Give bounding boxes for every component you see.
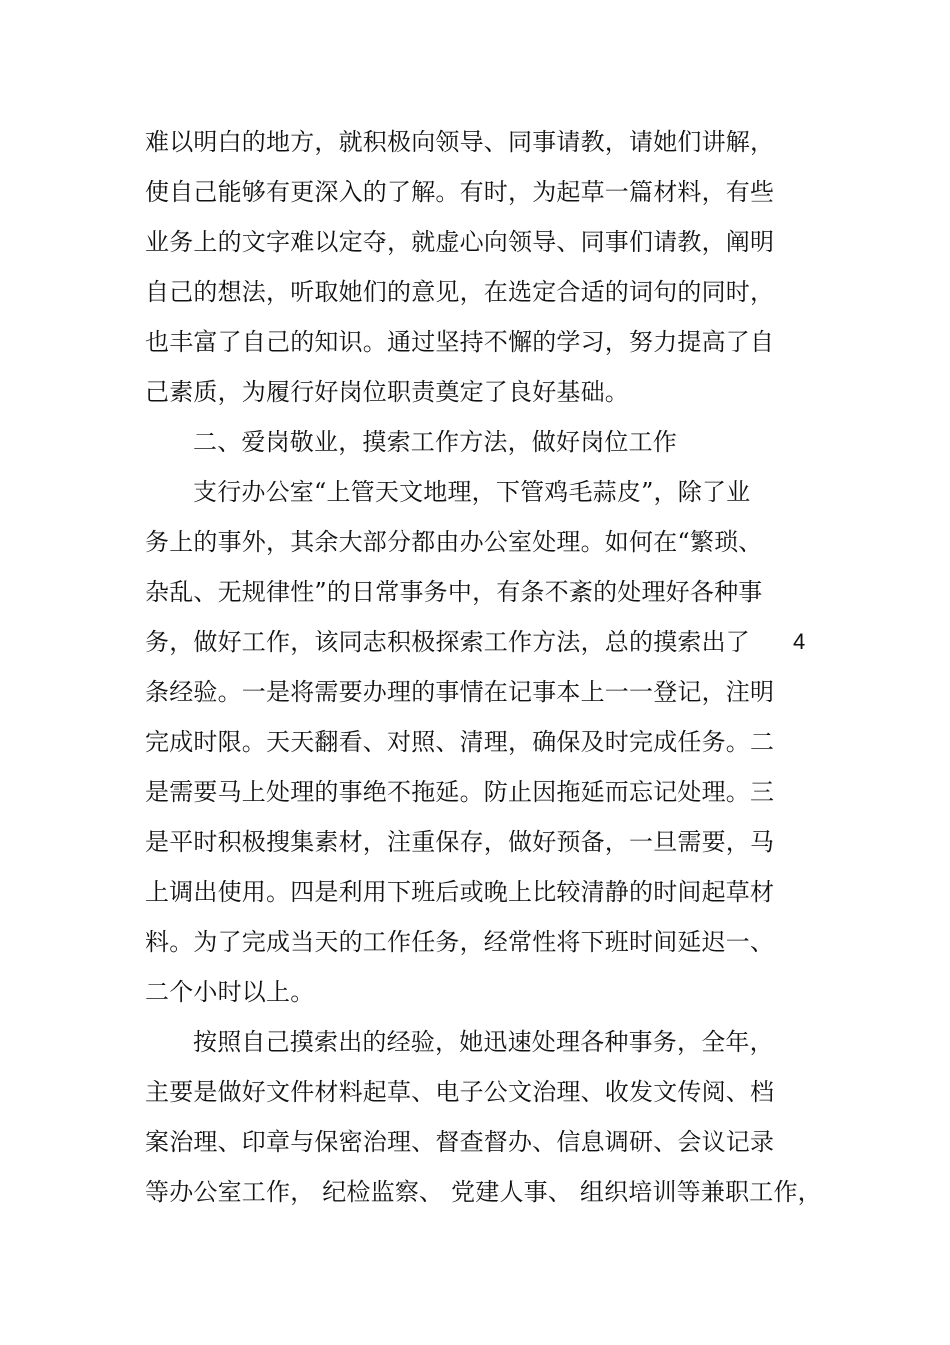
- text-line-20: 主要是做好文件材料起草、电子公文治理、收发文传阅、档: [145, 1078, 775, 1106]
- text-line-4: 自己的想法，听取她们的意见，在选定合适的词句的同时，: [145, 278, 775, 306]
- section-heading: 二、爱岗敬业，摸索工作方法，做好岗位工作: [193, 428, 677, 456]
- text-line-6: 己素质，为履行好岗位职责奠定了良好基础。: [145, 378, 629, 406]
- text-line-2: 使自己能够有更深入的了解。有时，为起草一篇材料，有些: [145, 178, 775, 206]
- text-line-8: 支行办公室“上管天文地理，下管鸡毛蒜皮”，除了业: [193, 478, 751, 506]
- text-line-17: 料。为了完成当天的工作任务，经常性将下班时间延迟一、: [145, 928, 775, 956]
- text-line-14: 是需要马上处理的事绝不拖延。防止因拖延而忘记处理。三: [145, 778, 775, 806]
- text-line-3: 业务上的文字难以定夺，就虚心向领导、同事们请教，阐明: [145, 228, 775, 256]
- text-line-15: 是平时积极搜集素材，注重保存，做好预备，一旦需要，马: [145, 828, 775, 856]
- text-line-12: 条经验。一是将需要办理的事情在记事本上一一登记，注明: [145, 678, 775, 706]
- text-line-9: 务上的事外，其余大部分都由办公室处理。如何在“繁琐、: [145, 528, 763, 556]
- text-line-22: 等办公室工作， 纪检监察、 党建人事、 组织培训等兼职工作，: [145, 1178, 822, 1206]
- text-line-13: 完成时限。天天翻看、对照、清理，确保及时完成任务。二: [145, 728, 775, 756]
- text-line-16: 上调出使用。四是利用下班后或晚上比较清静的时间起草材: [145, 878, 775, 906]
- text-line-18: 二个小时以上。: [145, 978, 315, 1006]
- text-line-19: 按照自己摸索出的经验，她迅速处理各种事务，全年，: [193, 1028, 774, 1056]
- text-line-11: 务，做好工作，该同志积极探索工作方法，总的摸索出了: [145, 628, 750, 656]
- text-line-10: 杂乱、无规律性”的日常事务中，有条不紊的处理好各种事: [145, 578, 763, 606]
- text-line-1: 难以明白的地方，就积极向领导、同事请教，请她们讲解，: [145, 128, 775, 156]
- text-line-21: 案治理、印章与保密治理、督查督办、信息调研、会议记录: [145, 1128, 775, 1156]
- page-number: 4: [793, 629, 806, 654]
- text-line-5: 也丰富了自己的知识。通过坚持不懈的学习，努力提高了自: [145, 328, 775, 356]
